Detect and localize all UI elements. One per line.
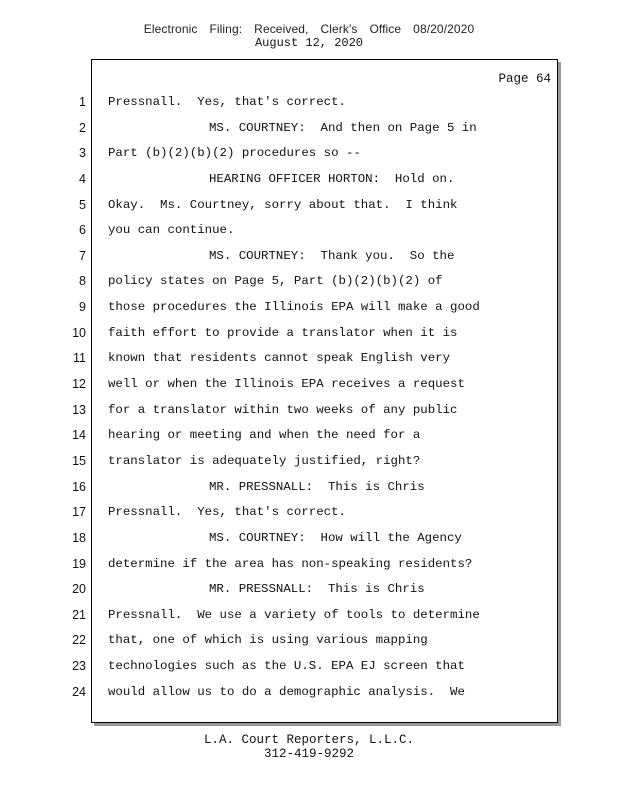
line-number: 3 [79,146,86,161]
line-number: 7 [79,248,86,263]
line-number: 1 [79,95,86,109]
line-number: 13 [72,402,86,417]
line-number: 18 [72,530,86,545]
transcript-line: for a translator within two weeks of any public [108,402,458,417]
line-number: 5 [79,197,86,212]
transcript-line: translator is adequately justified, right? [108,453,421,468]
transcript-line: technologies such as the U.S. EPA EJ screen that [108,659,465,674]
transcript-line: Pressnall. We use a variety of tools to determine [108,607,480,622]
stamp-electronic: Electronic [143,22,198,36]
transcript-line: Pressnall. Yes, that's correct. [108,95,346,109]
page-number: Page 64 [498,72,551,86]
line-number: 15 [72,453,86,468]
transcript-line: HEARING OFFICER HORTON: Hold on. [209,171,455,186]
transcript-line: Pressnall. Yes, that's correct. [108,505,346,520]
line-number: 24 [72,684,86,699]
line-number: 16 [72,479,86,494]
transcript-line: well or when the Illinois EPA receives a request [108,377,465,392]
hearing-date: August 12, 2020 [254,36,364,50]
transcript-line: hearing or meeting and when the need for a [108,428,421,443]
transcript-line: would allow us to do a demographic analysis. We [108,684,465,699]
line-number: 17 [72,505,86,520]
transcript-line: MR. PRESSNALL: This is Chris [209,582,425,597]
line-number: 12 [72,377,86,392]
line-number: 6 [79,223,86,238]
court-reporter-name: L.A. Court Reporters, L.L.C. [203,733,415,747]
line-number: 8 [79,274,86,289]
transcript-line: you can continue. [108,223,235,238]
court-reporter-phone: 312-419-9292 [263,747,354,761]
transcript-line: those procedures the Illinois EPA will make a good [108,300,480,315]
transcript-line: faith effort to provide a translator when it is [108,325,458,340]
line-number: 21 [72,607,86,622]
stamp-date: 08/20/2020 [413,22,475,36]
line-number: 23 [72,659,86,674]
line-number: 19 [72,556,86,571]
transcript-line: MS. COURTNEY: How will the Agency [209,530,462,545]
transcript-line: MS. COURTNEY: Thank you. So the [209,248,455,263]
stamp-filing: Filing: [209,22,243,36]
line-number: 20 [72,582,86,597]
line-number: 14 [72,428,86,443]
transcript-line: known that residents cannot speak English very [108,351,451,366]
transcript-line: MS. COURTNEY: And then on Page 5 in [209,120,477,135]
line-number: 9 [79,300,86,315]
line-number: 10 [72,325,86,340]
line-number-column [60,95,86,710]
transcript-line: Part (b)(2)(b)(2) procedures so -- [108,146,361,161]
line-number: 2 [79,120,86,135]
line-number: 22 [72,633,86,648]
stamp-office: Office [369,22,402,36]
stamp-received: Received, [254,22,309,36]
line-number: 4 [79,171,86,186]
transcript-line: determine if the area has non-speaking residents? [108,556,473,571]
line-number: 11 [73,351,86,366]
transcript-text [108,95,553,710]
transcript-line: policy states on Page 5, Part (b)(2)(b)(2) of [108,274,443,289]
electronic-filing-stamp [0,22,618,36]
stamp-clerks: Clerk's [320,22,358,36]
transcript-line: that, one of which is using various mapping [108,633,428,648]
transcript-line: Okay. Ms. Courtney, sorry about that. I think [108,197,458,212]
transcript-line: MR. PRESSNALL: This is Chris [209,479,425,494]
